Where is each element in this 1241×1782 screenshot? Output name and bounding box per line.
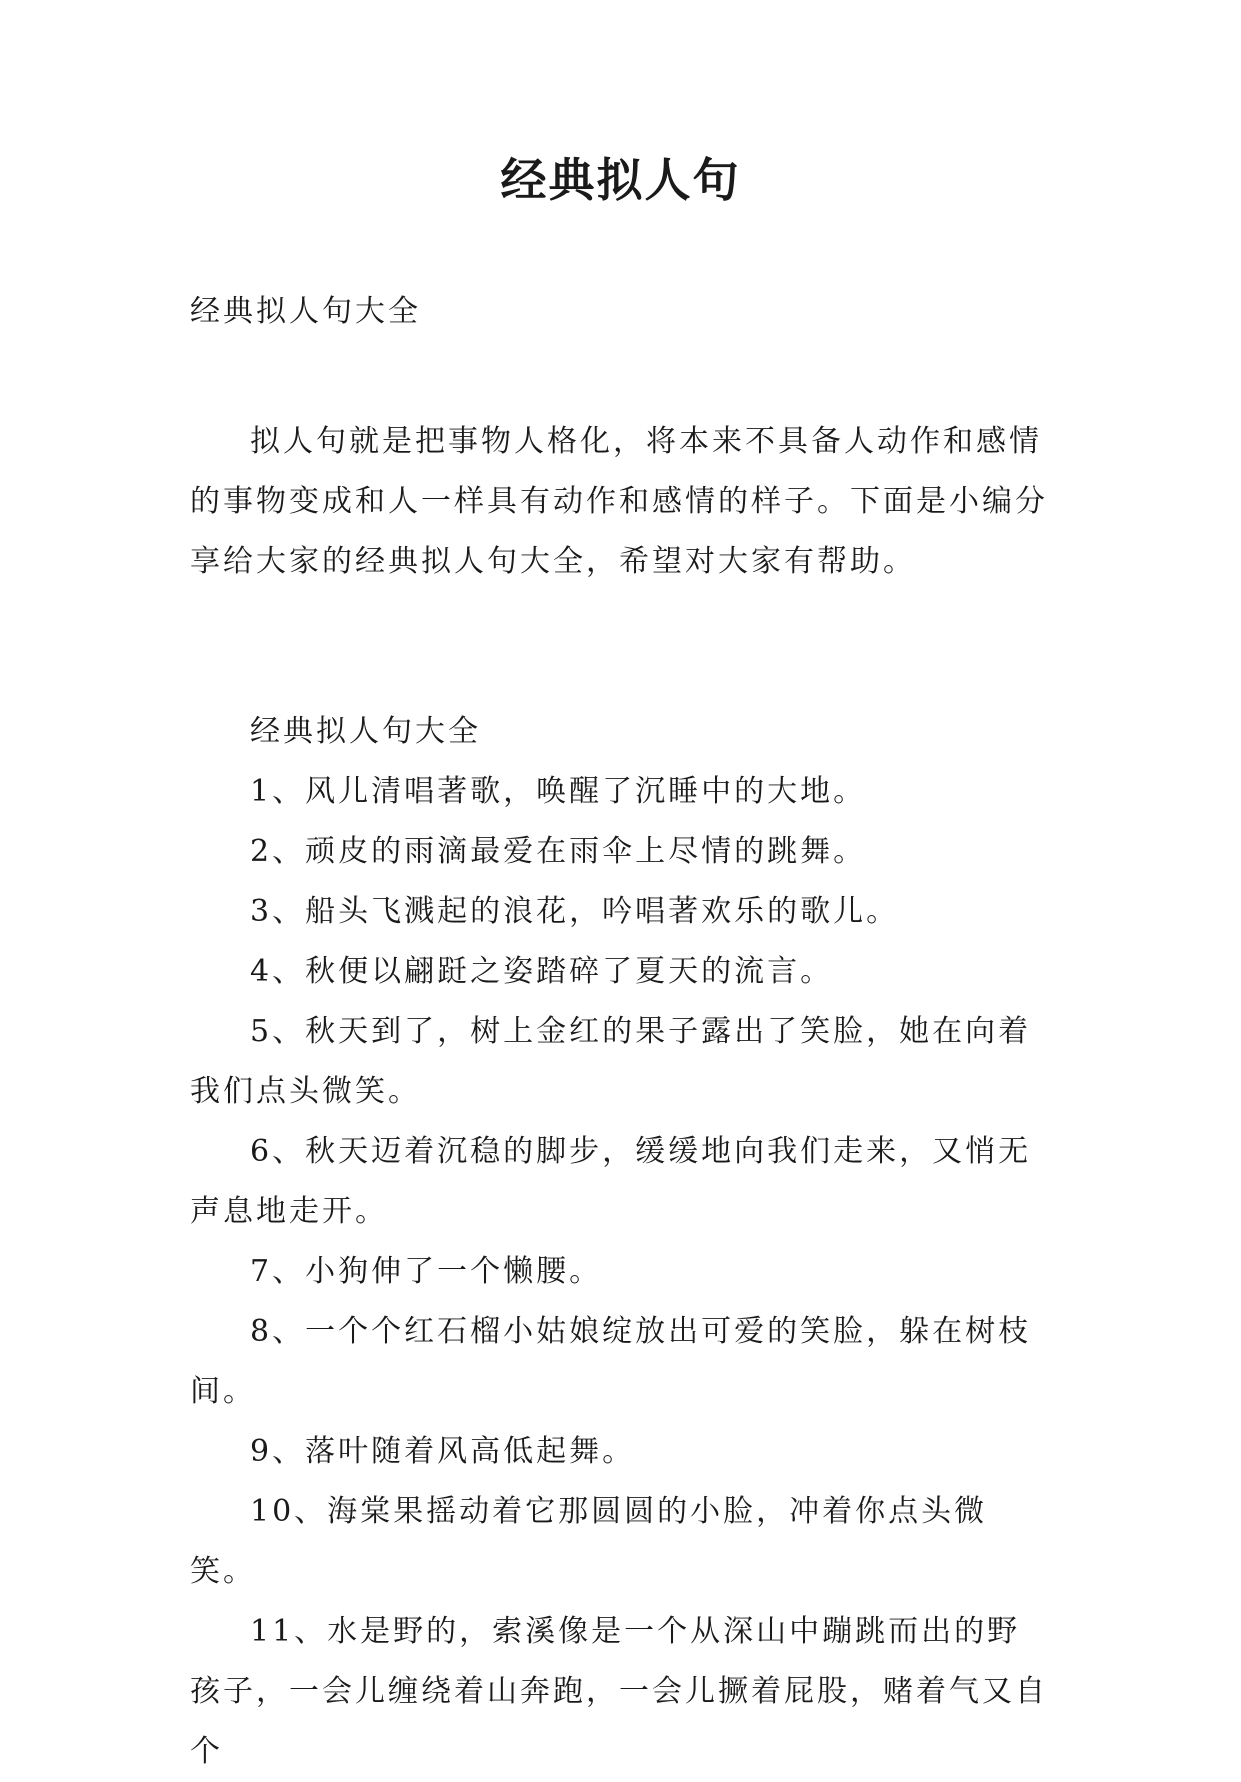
list-item: 3、船头飞溅起的浪花，吟唱著欢乐的歌儿。 — [250, 894, 900, 929]
paragraph-spacer — [190, 592, 1052, 702]
list-item: 4、秋便以翩跹之姿踏碎了夏天的流言。 — [250, 954, 834, 989]
list-item: 2、顽皮的雨滴最爱在雨伞上尽情的跳舞。 — [250, 834, 867, 869]
list-item: 8、一个个红石榴小姑娘绽放出可爱的笑脸，躲在树枝间。 — [190, 1314, 1032, 1409]
list-item: 1、风儿清唱著歌，唤醒了沉睡中的大地。 — [250, 774, 867, 809]
document-title: 经典拟人句 — [500, 153, 741, 207]
list-item: 5、秋天到了，树上金红的果子露出了笑脸，她在向着我们点头微笑。 — [190, 1014, 1032, 1109]
list-item: 7、小狗伸了一个懒腰。 — [250, 1254, 603, 1289]
document-subtitle: 经典拟人句大全 — [190, 294, 421, 329]
intro-paragraph: 拟人句就是把事物人格化，将本来不具备人动作和感情的事物变成和人一样具有动作和感情的样子。下面是小编分享给大家的经典拟人句大全，希望对大家有帮助。 — [190, 424, 1048, 579]
list-item: 10、海棠果摇动着它那圆圆的小脸，冲着你点头微笑。 — [190, 1494, 988, 1589]
section-heading: 经典拟人句大全 — [250, 714, 481, 749]
list-item: 9、落叶随着风高低起舞。 — [250, 1434, 636, 1469]
document-body — [190, 412, 1052, 1782]
list-item: 6、秋天迈着沉稳的脚步，缓缓地向我们走来，又悄无声息地走开。 — [190, 1134, 1032, 1229]
list-item: 11、水是野的，索溪像是一个从深山中蹦跳而出的野孩子，一会儿缠绕着山奔跑，一会儿撅着屁股，赌着气又自个 — [190, 1614, 1048, 1769]
